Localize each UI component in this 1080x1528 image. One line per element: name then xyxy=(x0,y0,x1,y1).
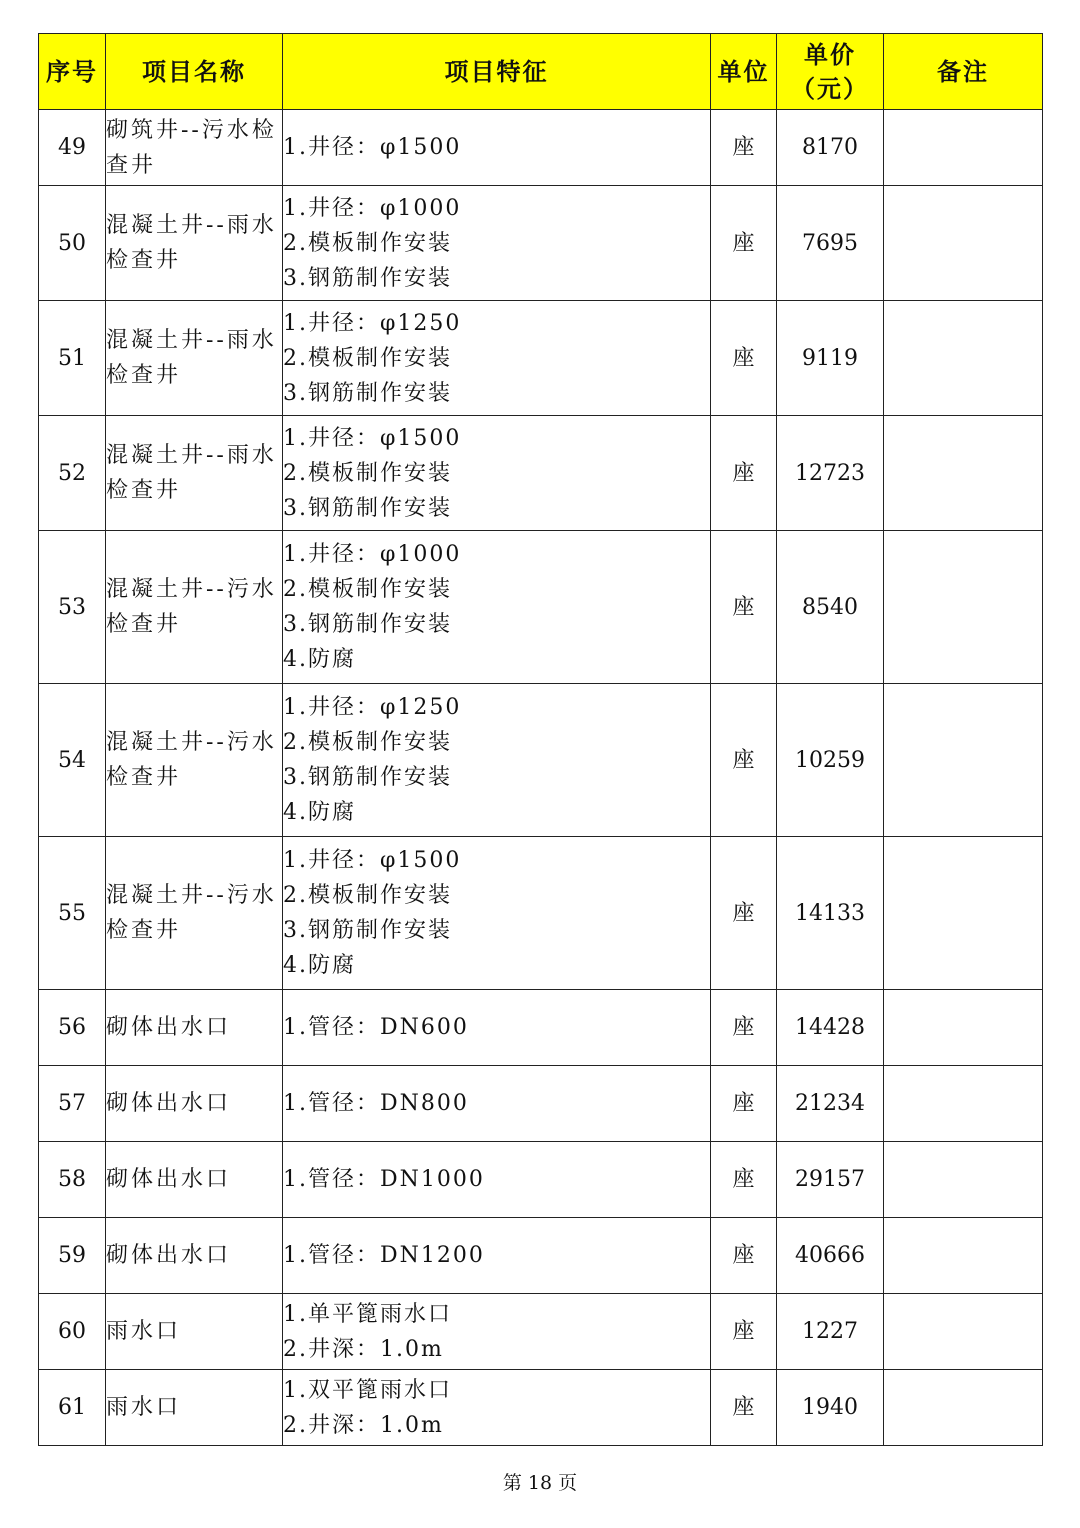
feature-line: 1.管径：DN600 xyxy=(283,1015,469,1040)
header-remark: 备注 xyxy=(884,34,1043,110)
cell-remark xyxy=(884,301,1043,416)
cell-unit: 座 xyxy=(711,186,777,301)
feature-line: 4.防腐 xyxy=(283,647,356,672)
cell-price: 8170 xyxy=(777,110,884,186)
table-row xyxy=(39,1294,1043,1370)
table-row xyxy=(39,1066,1043,1142)
cell-name-text: 混凝土井--污水检查井 xyxy=(106,730,277,790)
table-row xyxy=(39,301,1043,416)
cell-no: 58 xyxy=(39,1142,106,1218)
cell-remark xyxy=(884,837,1043,990)
table-row xyxy=(39,110,1043,186)
cell-remark xyxy=(884,1370,1043,1446)
feature-line: 2.模板制作安装 xyxy=(283,730,452,755)
cell-name xyxy=(106,186,283,301)
cell-no: 61 xyxy=(39,1370,106,1446)
cell-price: 9119 xyxy=(777,301,884,416)
cell-price: 29157 xyxy=(777,1142,884,1218)
cell-name xyxy=(106,301,283,416)
cell-price: 12723 xyxy=(777,416,884,531)
feature-line: 4.防腐 xyxy=(283,953,356,978)
table-row xyxy=(39,1370,1043,1446)
cell-no: 55 xyxy=(39,837,106,990)
feature-line: 4.防腐 xyxy=(283,800,356,825)
feature-line: 1.管径：DN800 xyxy=(283,1091,469,1116)
feature-line: 2.井深：1.0m xyxy=(283,1412,444,1438)
table-row xyxy=(39,1218,1043,1294)
cell-unit: 座 xyxy=(711,684,777,837)
cell-no: 49 xyxy=(39,110,106,186)
cell-remark xyxy=(884,684,1043,837)
cell-price: 1940 xyxy=(777,1370,884,1446)
header-no: 序号 xyxy=(39,34,106,110)
header-price-line1: 单价 xyxy=(804,40,856,69)
table-body xyxy=(39,110,1043,1446)
price-table xyxy=(38,33,1043,1446)
cell-name-text: 砌体出水口 xyxy=(106,1091,232,1116)
cell-remark xyxy=(884,1066,1043,1142)
cell-unit: 座 xyxy=(711,990,777,1066)
cell-name-text: 混凝土井--雨水检查井 xyxy=(106,443,277,503)
cell-remark xyxy=(884,1294,1043,1370)
cell-name xyxy=(106,990,283,1066)
cell-unit: 座 xyxy=(711,837,777,990)
cell-no: 50 xyxy=(39,186,106,301)
cell-no: 60 xyxy=(39,1294,106,1370)
cell-remark xyxy=(884,1142,1043,1218)
header-row xyxy=(39,34,1043,110)
table-header xyxy=(39,34,1043,110)
cell-name-text: 混凝土井--雨水检查井 xyxy=(106,328,277,388)
cell-price: 14428 xyxy=(777,990,884,1066)
cell-name-text: 雨水口 xyxy=(106,1319,182,1344)
feature-line: 2.模板制作安装 xyxy=(283,883,452,908)
cell-name-text: 砌体出水口 xyxy=(106,1167,232,1192)
feature-line: 1.井径：φ1250 xyxy=(283,310,462,336)
feature-line: 1.井径：φ1000 xyxy=(283,542,462,567)
cell-remark xyxy=(884,186,1043,301)
cell-unit: 座 xyxy=(711,416,777,531)
feature-line: 3.钢筋制作安装 xyxy=(283,495,452,521)
cell-name xyxy=(106,416,283,531)
cell-name-text: 雨水口 xyxy=(106,1395,182,1420)
cell-features xyxy=(283,531,711,684)
cell-name-text: 砌体出水口 xyxy=(106,1243,232,1268)
cell-features xyxy=(283,684,711,837)
header-price xyxy=(777,34,884,110)
cell-unit: 座 xyxy=(711,531,777,684)
cell-features xyxy=(283,186,711,301)
cell-features xyxy=(283,1370,711,1446)
feature-line: 2.模板制作安装 xyxy=(283,345,452,371)
cell-unit: 座 xyxy=(711,110,777,186)
feature-line: 3.钢筋制作安装 xyxy=(283,612,452,637)
cell-remark xyxy=(884,416,1043,531)
cell-unit: 座 xyxy=(711,1142,777,1218)
cell-name xyxy=(106,1142,283,1218)
feature-line: 1.管径：DN1200 xyxy=(283,1243,485,1268)
feature-line: 1.井径：φ1000 xyxy=(283,195,462,221)
feature-line: 1.井径：φ1500 xyxy=(283,135,462,160)
cell-name-text: 砌筑井--污水检查井 xyxy=(106,117,277,178)
header-name: 项目名称 xyxy=(106,34,283,110)
cell-no: 52 xyxy=(39,416,106,531)
header-price-line2: （元） xyxy=(791,74,869,103)
feature-line: 2.模板制作安装 xyxy=(283,577,452,602)
feature-line: 3.钢筋制作安装 xyxy=(283,918,452,943)
cell-features xyxy=(283,110,711,186)
table-row xyxy=(39,837,1043,990)
cell-remark xyxy=(884,990,1043,1066)
feature-line: 1.井径：φ1250 xyxy=(283,695,462,720)
feature-line: 1.井径：φ1500 xyxy=(283,848,462,873)
cell-price: 7695 xyxy=(777,186,884,301)
cell-no: 54 xyxy=(39,684,106,837)
cell-name-text: 砌体出水口 xyxy=(106,1015,232,1040)
cell-name xyxy=(106,1218,283,1294)
feature-line: 2.模板制作安装 xyxy=(283,230,452,256)
feature-line: 1.井径：φ1500 xyxy=(283,425,462,451)
cell-price: 8540 xyxy=(777,531,884,684)
cell-name-text: 混凝土井--雨水检查井 xyxy=(106,213,277,273)
table-row xyxy=(39,1142,1043,1218)
cell-price: 1227 xyxy=(777,1294,884,1370)
page-number: 第 18 页 xyxy=(502,1472,578,1494)
cell-no: 56 xyxy=(39,990,106,1066)
cell-features xyxy=(283,990,711,1066)
cell-features xyxy=(283,1142,711,1218)
feature-line: 1.双平篦雨水口 xyxy=(283,1377,452,1403)
header-unit: 单位 xyxy=(711,34,777,110)
cell-unit: 座 xyxy=(711,1370,777,1446)
header-features: 项目特征 xyxy=(283,34,711,110)
cell-price: 10259 xyxy=(777,684,884,837)
cell-price: 21234 xyxy=(777,1066,884,1142)
feature-line: 1.单平篦雨水口 xyxy=(283,1301,452,1327)
cell-no: 57 xyxy=(39,1066,106,1142)
cell-name-text: 混凝土井--污水检查井 xyxy=(106,883,277,943)
cell-price: 40666 xyxy=(777,1218,884,1294)
cell-no: 51 xyxy=(39,301,106,416)
cell-unit: 座 xyxy=(711,1218,777,1294)
cell-name xyxy=(106,1370,283,1446)
feature-line: 3.钢筋制作安装 xyxy=(283,265,452,291)
table-row xyxy=(39,416,1043,531)
table-row xyxy=(39,990,1043,1066)
cell-remark xyxy=(884,110,1043,186)
cell-name xyxy=(106,110,283,186)
cell-name xyxy=(106,837,283,990)
cell-name xyxy=(106,531,283,684)
table-row xyxy=(39,531,1043,684)
feature-line: 2.井深：1.0m xyxy=(283,1336,444,1362)
feature-line: 3.钢筋制作安装 xyxy=(283,765,452,790)
cell-remark xyxy=(884,531,1043,684)
cell-features xyxy=(283,837,711,990)
cell-features xyxy=(283,1066,711,1142)
cell-features xyxy=(283,1294,711,1370)
feature-line: 1.管径：DN1000 xyxy=(283,1167,485,1192)
cell-unit: 座 xyxy=(711,1066,777,1142)
table-row xyxy=(39,684,1043,837)
cell-features xyxy=(283,1218,711,1294)
cell-price: 14133 xyxy=(777,837,884,990)
feature-line: 2.模板制作安装 xyxy=(283,460,452,486)
cell-remark xyxy=(884,1218,1043,1294)
cell-name xyxy=(106,684,283,837)
cell-no: 53 xyxy=(39,531,106,684)
cell-name xyxy=(106,1294,283,1370)
cell-name xyxy=(106,1066,283,1142)
cell-name-text: 混凝土井--污水检查井 xyxy=(106,577,277,637)
table-row xyxy=(39,186,1043,301)
cell-features xyxy=(283,301,711,416)
cell-unit: 座 xyxy=(711,301,777,416)
cell-features xyxy=(283,416,711,531)
cell-no: 59 xyxy=(39,1218,106,1294)
cell-unit: 座 xyxy=(711,1294,777,1370)
feature-line: 3.钢筋制作安装 xyxy=(283,380,452,406)
